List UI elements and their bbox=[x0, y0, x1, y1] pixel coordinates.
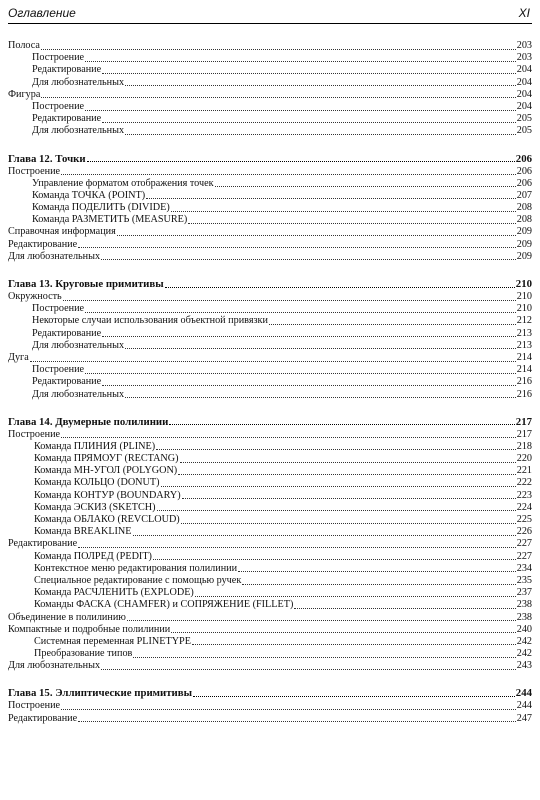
toc-page-number: 234 bbox=[516, 562, 532, 574]
toc-entry-row[interactable] bbox=[8, 563, 532, 575]
toc-chapter-row[interactable] bbox=[8, 415, 532, 429]
toc-entry-row[interactable] bbox=[8, 40, 532, 52]
dot-leader bbox=[269, 324, 516, 325]
toc-page-number: 208 bbox=[516, 214, 532, 226]
toc-entry-row[interactable] bbox=[8, 538, 532, 550]
toc-page-number: 217 bbox=[516, 428, 532, 440]
toc-chapter-row[interactable] bbox=[8, 686, 532, 700]
toc-entry-row[interactable] bbox=[8, 64, 532, 76]
toc-entry-row[interactable] bbox=[8, 315, 532, 327]
toc-entry-title: Команда РАСЧЛЕНИТЬ (EXPLODE) bbox=[34, 587, 194, 599]
dot-leader bbox=[161, 486, 516, 487]
toc-entry-row[interactable] bbox=[8, 113, 532, 125]
dot-leader bbox=[193, 696, 515, 697]
toc-entry-title: Управление форматом отображения точек bbox=[32, 177, 214, 189]
toc-entry-row[interactable] bbox=[8, 101, 532, 113]
toc-entry-row[interactable] bbox=[8, 77, 532, 89]
toc-page-number: 247 bbox=[516, 712, 532, 724]
toc-entry-title: Команда ПЛИНИЯ (PLINE) bbox=[34, 440, 156, 452]
toc-entry-title: Редактирование bbox=[32, 64, 102, 76]
dot-leader bbox=[157, 510, 516, 511]
toc-entry-title: Команда ЭСКИЗ (SKETCH) bbox=[34, 501, 156, 513]
dot-leader bbox=[85, 61, 516, 62]
toc-entry-row[interactable] bbox=[8, 226, 532, 238]
dot-leader bbox=[41, 97, 515, 98]
toc-entry-row[interactable] bbox=[8, 202, 532, 214]
toc-entry-title: Построение bbox=[32, 100, 85, 112]
toc-page-number: 213 bbox=[516, 339, 532, 351]
toc-entry-title: Для любознательных bbox=[32, 76, 125, 88]
dot-leader bbox=[102, 73, 516, 74]
toc-entry-row[interactable] bbox=[8, 514, 532, 526]
toc-entry-row[interactable] bbox=[8, 636, 532, 648]
toc-entry-row[interactable] bbox=[8, 239, 532, 251]
dot-leader bbox=[85, 373, 516, 374]
running-header-title: Оглавление bbox=[8, 6, 76, 20]
toc-entry-row[interactable] bbox=[8, 303, 532, 315]
toc-page-number: 238 bbox=[516, 599, 532, 611]
toc-page-number: 222 bbox=[516, 477, 532, 489]
dot-leader bbox=[85, 312, 516, 313]
toc-entry-row[interactable] bbox=[8, 587, 532, 599]
toc-entry-title: Для любознательных bbox=[8, 660, 101, 672]
dot-leader bbox=[61, 437, 516, 438]
toc-page-number: 225 bbox=[516, 514, 532, 525]
toc-entry-title: Некоторые случаи использования объектной привязки bbox=[32, 315, 268, 327]
toc-entry-title: Объединение в полилинию bbox=[8, 611, 126, 623]
dot-leader bbox=[171, 211, 516, 212]
toc-entry-title: Построение bbox=[8, 165, 61, 177]
toc-page-number: 209 bbox=[516, 238, 532, 250]
toc-entry-row[interactable] bbox=[8, 389, 532, 401]
toc-chapter-title: Глава 15. Эллиптические примитивы bbox=[8, 687, 193, 700]
dot-leader bbox=[85, 110, 516, 111]
dot-leader bbox=[87, 161, 515, 162]
dot-leader bbox=[180, 462, 516, 463]
toc-page-number: 212 bbox=[516, 315, 532, 327]
toc-page-number: 218 bbox=[516, 440, 532, 452]
dot-leader bbox=[117, 235, 516, 236]
toc-page-number: 240 bbox=[516, 623, 532, 635]
toc-page-number: 203 bbox=[516, 52, 532, 64]
section-gap bbox=[8, 138, 532, 152]
toc-entry-title: Для любознательных bbox=[32, 125, 125, 137]
toc-entry-title: Команда ОБЛАКО (REVCLOUD) bbox=[34, 514, 180, 525]
toc-page-number: 209 bbox=[516, 226, 532, 238]
toc-entry-title: Команда ТОЧКА (POINT) bbox=[32, 189, 146, 201]
section-gap bbox=[8, 401, 532, 415]
dot-leader bbox=[101, 259, 516, 260]
toc-entry-row[interactable] bbox=[8, 660, 532, 672]
toc-page-number: 235 bbox=[516, 574, 532, 586]
toc-chapter-title: Глава 13. Круговые примитивы bbox=[8, 278, 164, 290]
dot-leader bbox=[146, 198, 516, 199]
toc-entry-row[interactable] bbox=[8, 89, 532, 101]
toc-entry-row[interactable] bbox=[8, 575, 532, 587]
toc-page-number: 205 bbox=[516, 113, 532, 125]
dot-leader bbox=[125, 85, 516, 86]
toc-entry-title: Команда КОНТУР (BOUNDARY) bbox=[34, 489, 181, 501]
toc-page-number: 224 bbox=[516, 501, 532, 513]
toc-page-number: 242 bbox=[516, 648, 532, 660]
toc-entry-title: Контекстное меню редактирования полилинии bbox=[34, 562, 238, 574]
toc-entry-title: Команды ФАСКА (CHAMFER) и СОПРЯЖЕНИЕ (FILLET) bbox=[34, 599, 294, 611]
toc-chapter-title: Глава 12. Точки bbox=[8, 152, 86, 165]
dot-leader bbox=[182, 498, 516, 499]
dot-leader bbox=[178, 474, 516, 475]
dot-leader bbox=[188, 223, 515, 224]
toc-entry-title: Системная переменная PLINETYPE bbox=[34, 635, 191, 647]
toc-entry-row[interactable] bbox=[8, 178, 532, 190]
dot-leader bbox=[195, 596, 516, 597]
dot-leader bbox=[192, 644, 516, 645]
toc-page-number: 210 bbox=[515, 278, 532, 290]
toc-page-number: 243 bbox=[516, 660, 532, 672]
dot-leader bbox=[102, 122, 516, 123]
toc-entry-row[interactable] bbox=[8, 364, 532, 376]
toc-entry-row[interactable] bbox=[8, 214, 532, 226]
toc-entry-row[interactable] bbox=[8, 700, 532, 712]
toc-entry-title: Окружность bbox=[8, 291, 62, 302]
dot-leader bbox=[215, 186, 516, 187]
dot-leader bbox=[63, 300, 516, 301]
dot-leader bbox=[102, 385, 516, 386]
dot-leader bbox=[125, 348, 516, 349]
toc-entry-title: Для любознательных bbox=[32, 339, 125, 351]
toc-entry-row[interactable] bbox=[8, 624, 532, 636]
toc-entry-title: Компактные и подробные полилинии bbox=[8, 623, 171, 635]
toc-page-number: 213 bbox=[516, 327, 532, 339]
toc-entry-row[interactable] bbox=[8, 599, 532, 611]
toc-page-number: 227 bbox=[516, 550, 532, 562]
toc-chapter-title: Глава 14. Двумерные полилинии bbox=[8, 415, 169, 428]
toc-entry-title: Команда BREAKLINE bbox=[34, 526, 132, 538]
toc-page-number: 210 bbox=[516, 291, 532, 302]
toc-entry-row[interactable] bbox=[8, 166, 532, 178]
toc-page-number: 208 bbox=[516, 202, 532, 214]
toc-entry-title: Специальное редактирование с помощью ручек bbox=[34, 574, 242, 586]
toc-entry-row[interactable] bbox=[8, 352, 532, 364]
toc-entry-row[interactable] bbox=[8, 340, 532, 352]
toc-entry-title: Редактирование bbox=[32, 376, 102, 388]
toc-entry-row[interactable] bbox=[8, 648, 532, 660]
toc-entry-title: Команда ПОЛРЕД (PEDIT) bbox=[34, 550, 152, 562]
toc-page-number: 204 bbox=[516, 100, 532, 112]
toc-entry-title: Дуга bbox=[8, 351, 29, 363]
toc-entry-title: Команда КОЛЬЦО (DONUT) bbox=[34, 477, 160, 489]
toc-entry-title: Команда МН-УГОЛ (POLYGON) bbox=[34, 465, 178, 477]
toc-entry-title: Справочная информация bbox=[8, 226, 116, 238]
toc-page-number: 205 bbox=[516, 125, 532, 137]
toc-entry-title: Редактирование bbox=[8, 712, 78, 724]
toc-page-number: 206 bbox=[516, 177, 532, 189]
toc-entry-title: Построение bbox=[32, 364, 85, 376]
dot-leader bbox=[165, 287, 515, 288]
toc-entry-title: Полоса bbox=[8, 40, 40, 51]
toc-entry-title: Для любознательных bbox=[8, 250, 101, 262]
toc-entry-row[interactable] bbox=[8, 453, 532, 465]
dot-leader bbox=[41, 49, 516, 50]
dot-leader bbox=[127, 620, 516, 621]
dot-leader bbox=[171, 632, 515, 633]
toc-page-number: 216 bbox=[516, 388, 532, 400]
toc-page-number: 204 bbox=[516, 64, 532, 76]
toc-page-number: 206 bbox=[516, 165, 532, 177]
dot-leader bbox=[181, 523, 516, 524]
toc-entry-row[interactable] bbox=[8, 441, 532, 453]
toc-entry-row[interactable] bbox=[8, 429, 532, 441]
toc-page-number: 244 bbox=[516, 700, 532, 712]
dot-leader bbox=[78, 247, 516, 248]
toc-entry-title: Для любознательных bbox=[32, 388, 125, 400]
dot-leader bbox=[102, 336, 516, 337]
toc-entry-row[interactable] bbox=[8, 376, 532, 388]
dot-leader bbox=[61, 709, 516, 710]
toc-page-number: 210 bbox=[516, 303, 532, 315]
toc-page-number: 238 bbox=[516, 611, 532, 623]
toc-entry-row[interactable] bbox=[8, 251, 532, 263]
dot-leader bbox=[101, 669, 516, 670]
dot-leader bbox=[294, 608, 515, 609]
table-of-contents bbox=[8, 40, 532, 725]
toc-page-number: 226 bbox=[516, 526, 532, 538]
dot-leader bbox=[169, 424, 514, 425]
running-header-page-number: XI bbox=[518, 6, 530, 20]
toc-entry-row[interactable] bbox=[8, 502, 532, 514]
dot-leader bbox=[125, 397, 516, 398]
toc-page-number: 220 bbox=[516, 453, 532, 465]
toc-entry-title: Команда РАЗМЕТИТЬ (MEASURE) bbox=[32, 214, 188, 226]
toc-page-number: 204 bbox=[516, 88, 532, 100]
toc-entry-title: Построение bbox=[8, 700, 61, 712]
toc-entry-title: Редактирование bbox=[8, 238, 78, 250]
toc-entry-row[interactable] bbox=[8, 490, 532, 502]
toc-page-number: 237 bbox=[516, 587, 532, 599]
dot-leader bbox=[156, 449, 516, 450]
toc-entry-row[interactable] bbox=[8, 125, 532, 137]
toc-page-number: 209 bbox=[516, 250, 532, 262]
toc-entry-row[interactable] bbox=[8, 190, 532, 202]
toc-page-number: 203 bbox=[516, 40, 532, 51]
toc-entry-title: Команда ПОДЕЛИТЬ (DIVIDE) bbox=[32, 202, 170, 214]
toc-entry-row[interactable] bbox=[8, 291, 532, 303]
toc-entry-title: Построение bbox=[8, 428, 61, 440]
toc-entry-row[interactable] bbox=[8, 551, 532, 563]
section-gap bbox=[8, 263, 532, 277]
toc-page-number: 227 bbox=[516, 538, 532, 550]
toc-page-number: 214 bbox=[516, 351, 532, 363]
toc-entry-title: Редактирование bbox=[8, 538, 78, 550]
toc-entry-row[interactable] bbox=[8, 477, 532, 489]
toc-entry-row[interactable] bbox=[8, 328, 532, 340]
toc-entry-title: Редактирование bbox=[32, 113, 102, 125]
toc-entry-title: Построение bbox=[32, 303, 85, 315]
toc-entry-title: Команда ПРЯМОУГ (RECTANG) bbox=[34, 453, 179, 465]
dot-leader bbox=[133, 657, 515, 658]
toc-chapter-row[interactable] bbox=[8, 152, 532, 166]
dot-leader bbox=[242, 584, 515, 585]
dot-leader bbox=[153, 559, 516, 560]
toc-entry-title: Построение bbox=[32, 52, 85, 64]
toc-page-number: 207 bbox=[516, 189, 532, 201]
dot-leader bbox=[30, 361, 516, 362]
toc-entry-title: Преобразование типов bbox=[34, 648, 133, 660]
toc-entry-row[interactable] bbox=[8, 465, 532, 477]
toc-entry-row[interactable] bbox=[8, 52, 532, 64]
toc-chapter-row[interactable] bbox=[8, 277, 532, 291]
toc-page-number: 223 bbox=[516, 489, 532, 501]
toc-page-number: 242 bbox=[516, 635, 532, 647]
toc-page-number: 221 bbox=[516, 465, 532, 477]
toc-entry-title: Фигура bbox=[8, 88, 41, 100]
dot-leader bbox=[61, 174, 516, 175]
dot-leader bbox=[133, 535, 516, 536]
dot-leader bbox=[125, 134, 516, 135]
running-header bbox=[8, 5, 532, 24]
toc-page-number: 206 bbox=[515, 152, 532, 165]
dot-leader bbox=[78, 721, 516, 722]
toc-entry-row[interactable] bbox=[8, 713, 532, 725]
toc-page-number: 217 bbox=[515, 415, 532, 428]
dot-leader bbox=[238, 571, 516, 572]
toc-page-number: 244 bbox=[515, 687, 532, 700]
toc-entry-title: Редактирование bbox=[32, 327, 102, 339]
toc-page-number: 204 bbox=[516, 76, 532, 88]
section-gap bbox=[8, 672, 532, 686]
toc-page-number: 214 bbox=[516, 364, 532, 376]
dot-leader bbox=[78, 547, 516, 548]
toc-page-number: 216 bbox=[516, 376, 532, 388]
toc-entry-row[interactable] bbox=[8, 612, 532, 624]
toc-entry-row[interactable] bbox=[8, 526, 532, 538]
